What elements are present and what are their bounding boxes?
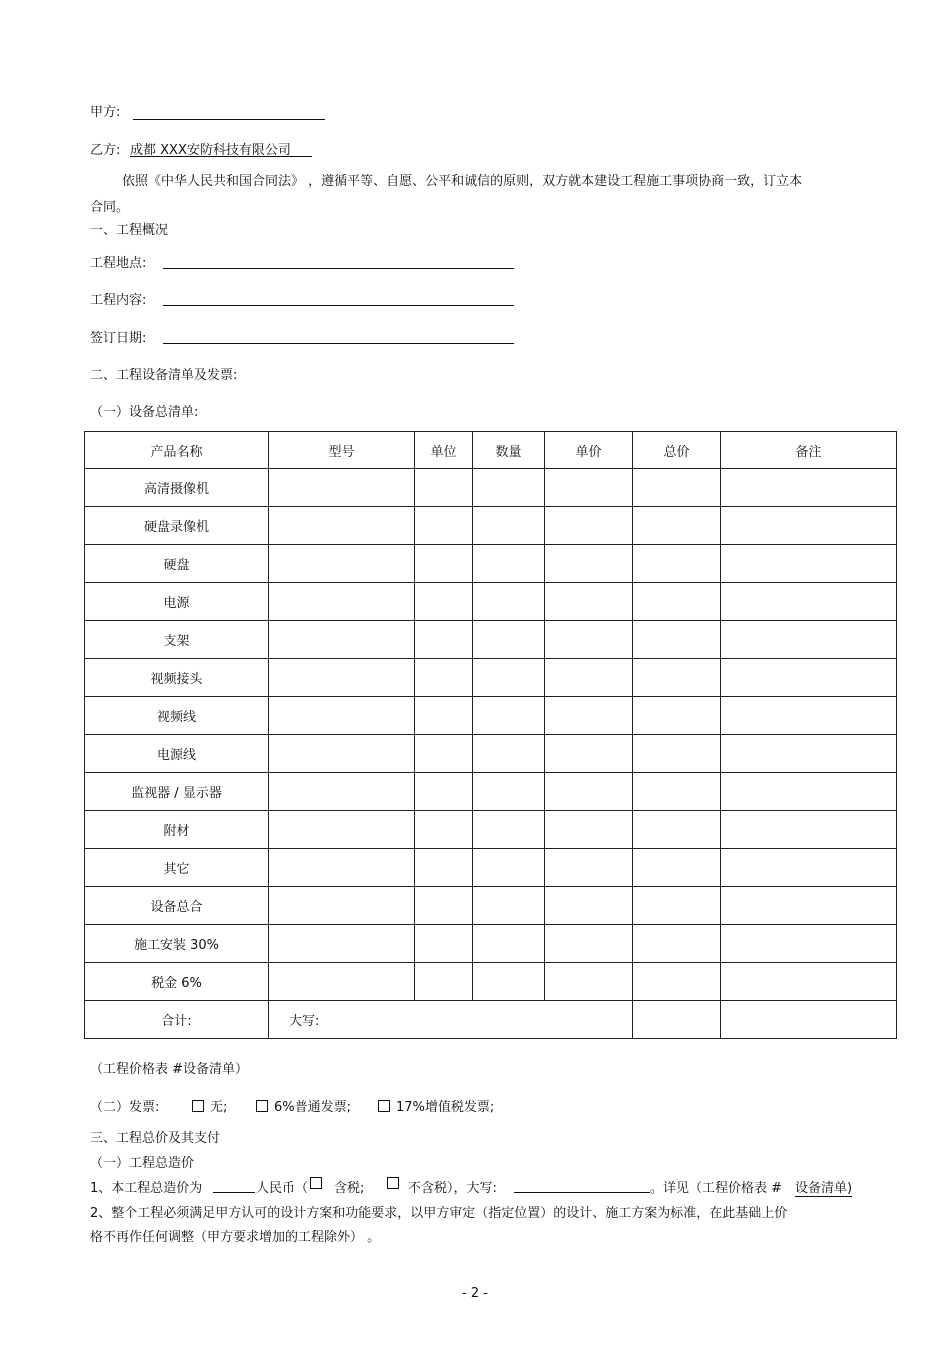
table-row (85, 811, 897, 849)
table-cell[interactable] (633, 735, 721, 773)
table-cell[interactable] (473, 773, 545, 811)
table-cell[interactable] (473, 925, 545, 963)
table-cell[interactable] (269, 735, 415, 773)
checkbox-icon[interactable] (310, 1177, 322, 1189)
table-cell[interactable] (415, 773, 473, 811)
field-date-blank[interactable] (163, 343, 514, 344)
table-cell[interactable] (415, 659, 473, 697)
total-label: 合计: (85, 1001, 269, 1039)
field-location-label: 工程地点: (90, 256, 147, 271)
product-name-cell: 电源 (85, 583, 269, 621)
table-row (85, 621, 897, 659)
table-cell[interactable] (473, 507, 545, 545)
field-date-label: 签订日期: (90, 331, 147, 346)
table-cell[interactable] (415, 469, 473, 507)
table-cell[interactable] (633, 1001, 721, 1039)
table-cell[interactable] (415, 583, 473, 621)
table-cell[interactable] (269, 963, 415, 1001)
table-row (85, 583, 897, 621)
table-cell[interactable] (545, 811, 633, 849)
party-b-value: 成都 XXX安防科技有限公司 (130, 143, 291, 158)
tax-included-option[interactable] (310, 1177, 328, 1192)
table-cell[interactable] (545, 659, 633, 697)
table-cell[interactable] (633, 621, 721, 659)
table-cell[interactable] (545, 621, 633, 659)
invoice-option-label: 6%普通发票; (274, 1100, 352, 1115)
table-cell[interactable] (721, 773, 897, 811)
cost-daxie-blank[interactable] (514, 1192, 650, 1193)
header-model: 型号 (269, 432, 415, 469)
table-note: （工程价格表 #设备清单） (90, 1062, 249, 1077)
cost-line-1e: 。详见（工程价格表 # (650, 1181, 783, 1196)
table-cell[interactable] (545, 887, 633, 925)
table-cell[interactable] (633, 583, 721, 621)
table-cell[interactable] (269, 659, 415, 697)
table-cell[interactable] (415, 735, 473, 773)
table-row (85, 963, 897, 1001)
section-3-title: 三、工程总价及其支付 (90, 1131, 221, 1146)
table-cell[interactable] (721, 621, 897, 659)
cost-line-3: 格不再作任何调整（甲方要求增加的工程除外） 。 (90, 1230, 381, 1245)
section-1-title: 一、工程概况 (90, 223, 169, 238)
checkbox-icon[interactable] (192, 1100, 204, 1112)
table-row (85, 849, 897, 887)
table-row (85, 735, 897, 773)
table-row (85, 469, 897, 507)
table-cell[interactable] (473, 659, 545, 697)
table-cell[interactable] (721, 507, 897, 545)
party-a-label: 甲方: (90, 105, 121, 120)
table-cell[interactable] (721, 849, 897, 887)
table-cell[interactable] (269, 811, 415, 849)
invoice-option-17pct[interactable] (378, 1096, 494, 1115)
table-cell[interactable] (545, 735, 633, 773)
invoice-option-none[interactable] (192, 1096, 227, 1115)
table-cell[interactable] (269, 583, 415, 621)
checkbox-icon[interactable] (387, 1177, 399, 1189)
table-total-row (85, 1001, 897, 1039)
table-cell[interactable] (721, 469, 897, 507)
table-cell[interactable] (415, 697, 473, 735)
cost-line-1f: 设备清单) (795, 1177, 852, 1197)
header-remarks: 备注 (721, 432, 897, 469)
table-cell[interactable] (269, 773, 415, 811)
intro-line-1: 依照《中华人民共和国合同法》 ，遵循平等、自愿、公平和诚信的原则，双方就本建设工程施工事项协商一致，订立本 (122, 174, 803, 189)
table-cell[interactable] (633, 887, 721, 925)
product-name-cell: 高清摄像机 (85, 469, 269, 507)
table-row (85, 659, 897, 697)
product-name-cell: 设备总合 (85, 887, 269, 925)
field-location-blank[interactable] (163, 268, 514, 269)
cost-line-1b: 人民币（ (256, 1181, 309, 1196)
table-cell[interactable] (269, 545, 415, 583)
table-cell[interactable] (633, 963, 721, 1001)
product-name-cell: 其它 (85, 849, 269, 887)
header-product-name: 产品名称 (85, 432, 269, 469)
table-cell[interactable] (415, 963, 473, 1001)
table-cell[interactable] (721, 697, 897, 735)
table-cell[interactable] (473, 735, 545, 773)
table-cell[interactable] (269, 925, 415, 963)
product-name-cell: 支架 (85, 621, 269, 659)
table-cell[interactable] (545, 583, 633, 621)
table-cell[interactable] (545, 849, 633, 887)
table-cell[interactable] (721, 925, 897, 963)
product-name-cell: 硬盘 (85, 545, 269, 583)
table-cell[interactable] (721, 583, 897, 621)
table-cell[interactable] (269, 469, 415, 507)
table-cell[interactable] (473, 583, 545, 621)
invoice-option-6pct[interactable] (256, 1096, 351, 1115)
table-cell[interactable] (269, 887, 415, 925)
field-content-blank[interactable] (163, 305, 514, 306)
table-cell[interactable] (415, 507, 473, 545)
table-cell[interactable] (473, 621, 545, 659)
product-name-cell: 税金 6% (85, 963, 269, 1001)
table-cell[interactable] (473, 697, 545, 735)
table-cell[interactable] (415, 621, 473, 659)
table-row (85, 697, 897, 735)
product-name-cell: 施工安装 30% (85, 925, 269, 963)
table-row (85, 887, 897, 925)
header-unit-price: 单价 (545, 432, 633, 469)
table-cell[interactable] (473, 963, 545, 1001)
product-name-cell: 监视器 / 显示器 (85, 773, 269, 811)
table-cell[interactable] (415, 811, 473, 849)
table-cell[interactable] (633, 507, 721, 545)
section-2-title: 二、工程设备清单及发票: (90, 368, 238, 383)
product-name-cell: 硬盘录像机 (85, 507, 269, 545)
table-cell[interactable] (633, 469, 721, 507)
table-cell[interactable] (633, 773, 721, 811)
total-cost-title: （一）工程总造价 (90, 1156, 195, 1171)
table-row (85, 773, 897, 811)
cost-amount-blank[interactable] (213, 1192, 255, 1193)
table-cell[interactable] (545, 507, 633, 545)
cost-line-1d: 不含税），大写: (408, 1181, 497, 1196)
table-cell[interactable] (633, 811, 721, 849)
table-cell[interactable] (721, 735, 897, 773)
cost-line-1a: 1、本工程总造价为 (90, 1181, 203, 1196)
party-a-blank[interactable] (133, 119, 325, 120)
checkbox-icon[interactable] (378, 1100, 390, 1112)
invoice-option-label: 17%增值税发票; (396, 1100, 495, 1115)
page-number: - 2 - (462, 1286, 488, 1301)
intro-line-2: 合同。 (90, 200, 130, 215)
table-cell[interactable] (545, 925, 633, 963)
party-b-label: 乙方: (90, 143, 121, 158)
table-cell[interactable] (545, 773, 633, 811)
equipment-table (84, 431, 897, 1039)
table-cell[interactable] (721, 887, 897, 925)
table-cell[interactable] (415, 545, 473, 583)
total-daxie[interactable]: 大写: (269, 1001, 633, 1039)
table-cell[interactable] (721, 1001, 897, 1039)
header-quantity: 数量 (473, 432, 545, 469)
table-cell[interactable] (633, 849, 721, 887)
table-cell[interactable] (269, 621, 415, 659)
table-cell[interactable] (269, 697, 415, 735)
table-cell[interactable] (473, 811, 545, 849)
table-header-row (85, 432, 897, 469)
table-row (85, 545, 897, 583)
table-cell[interactable] (415, 887, 473, 925)
header-total-price: 总价 (633, 432, 721, 469)
table-cell[interactable] (721, 545, 897, 583)
table-cell[interactable] (721, 811, 897, 849)
table-cell[interactable] (473, 469, 545, 507)
table-cell[interactable] (545, 469, 633, 507)
table-cell[interactable] (473, 887, 545, 925)
product-name-cell: 附材 (85, 811, 269, 849)
table-row (85, 507, 897, 545)
product-name-cell: 视频线 (85, 697, 269, 735)
table-cell[interactable] (633, 545, 721, 583)
table-cell[interactable] (545, 545, 633, 583)
table-cell[interactable] (473, 545, 545, 583)
table-cell[interactable] (721, 659, 897, 697)
table-cell[interactable] (545, 963, 633, 1001)
table-cell[interactable] (415, 849, 473, 887)
table-cell[interactable] (633, 697, 721, 735)
cost-line-1c: 含税; (334, 1181, 365, 1196)
table-cell[interactable] (633, 925, 721, 963)
table-cell[interactable] (633, 659, 721, 697)
checkbox-icon[interactable] (256, 1100, 268, 1112)
party-b-underline (130, 156, 312, 157)
invoice-option-label: 无; (210, 1100, 228, 1115)
cost-line-2: 2、整个工程必须满足甲方认可的设计方案和功能要求，以甲方审定（指定位置）的设计、施工方案为标准，在此基础上价 (90, 1206, 788, 1221)
table-row (85, 925, 897, 963)
table-cell[interactable] (721, 963, 897, 1001)
field-content-label: 工程内容: (90, 293, 147, 308)
equipment-list-title: （一）设备总清单: (90, 405, 199, 420)
invoice-label: （二）发票: (90, 1100, 160, 1115)
header-unit: 单位 (415, 432, 473, 469)
product-name-cell: 电源线 (85, 735, 269, 773)
tax-excluded-option[interactable] (387, 1177, 405, 1192)
table-cell[interactable] (415, 925, 473, 963)
product-name-cell: 视频接头 (85, 659, 269, 697)
table-cell[interactable] (269, 507, 415, 545)
table-cell[interactable] (269, 849, 415, 887)
table-cell[interactable] (545, 697, 633, 735)
table-cell[interactable] (473, 849, 545, 887)
